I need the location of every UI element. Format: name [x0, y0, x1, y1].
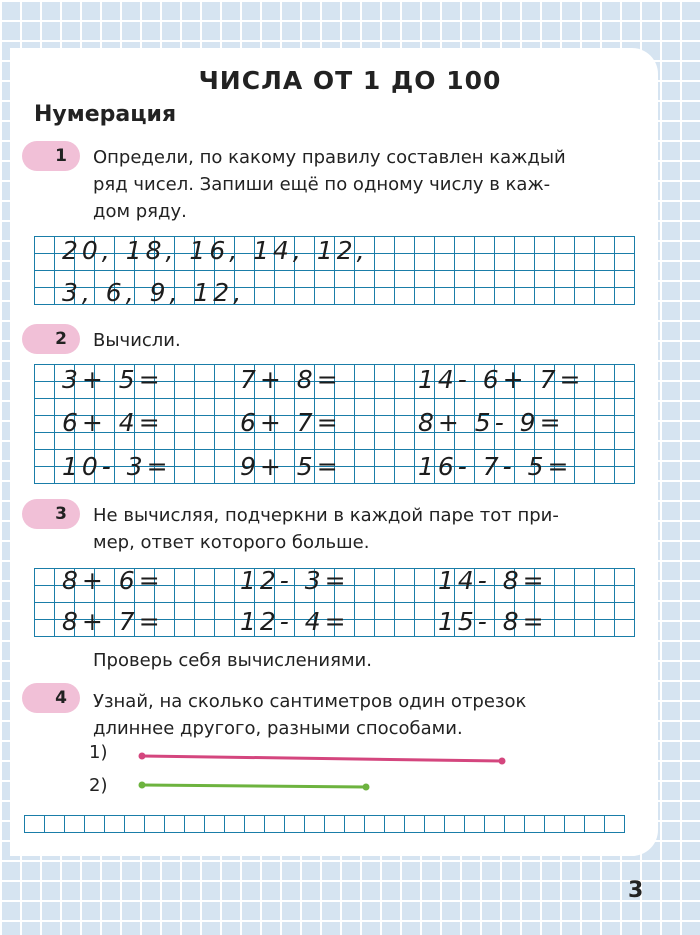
- task-2-expression: 16- 7- 5=: [418, 452, 573, 481]
- segment-1-label: 1): [89, 742, 108, 763]
- task-2-text: Вычисли.: [93, 330, 181, 351]
- task-1-row-2: 3, 6, 9, 12,: [62, 278, 246, 307]
- task-3-expression: 14- 8=: [438, 566, 548, 595]
- task-3-expression: 8+ 6=: [62, 566, 164, 595]
- task-2-expression: 9+ 5=: [240, 452, 342, 481]
- task-3-expression: 12- 3=: [240, 566, 350, 595]
- segment-1-line: [142, 756, 502, 761]
- task-4-number: 4: [55, 688, 67, 708]
- task-2-expression: 8+ 5- 9=: [418, 408, 565, 437]
- task-2-expression: 10- 3=: [62, 452, 172, 481]
- segment-1-end-point: [499, 758, 506, 765]
- task-1-number: 1: [55, 146, 67, 166]
- section-heading: Нумерация: [34, 102, 177, 127]
- page-number: 3: [628, 878, 644, 903]
- segment-2-start-point: [139, 782, 146, 789]
- task-3-expression: 12- 4=: [240, 607, 350, 636]
- page-title: ЧИСЛА ОТ 1 ДО 100: [198, 66, 502, 95]
- segment-2-end-point: [363, 784, 370, 791]
- segment-2-line: [142, 785, 366, 787]
- task-3-text: Не вычисляя, подчеркни в каждой паре тот при- мер, ответ которого больше.: [93, 505, 559, 553]
- answer-strip-grid: [24, 815, 625, 833]
- segment-2-label: 2): [89, 775, 108, 796]
- task-2-expression: 6+ 7=: [240, 408, 342, 437]
- task-1-text: Определи, по какому правилу составлен каждый ряд чисел. Запиши ещё по одному числу в каж- дом ряду.: [93, 147, 566, 222]
- task-2-expression: 7+ 8=: [240, 365, 342, 394]
- task-1-row-1: 20, 18, 16, 14, 12,: [62, 236, 369, 265]
- task-3-number: 3: [55, 504, 67, 524]
- task-3-expression: 8+ 7=: [62, 607, 164, 636]
- task-2-expression: 6+ 4=: [62, 408, 164, 437]
- task-3-expression: 15- 8=: [438, 607, 548, 636]
- task-4-text: Узнай, на сколько сантиметров один отрезок длиннее другого, разными способами.: [93, 691, 527, 739]
- task-2-number: 2: [55, 329, 67, 349]
- task-2-expression: 14- 6+ 7=: [418, 365, 585, 394]
- segment-1-start-point: [139, 753, 146, 760]
- task-2-expression: 3+ 5=: [62, 365, 164, 394]
- task-3-check-text: Проверь себя вычислениями.: [93, 650, 372, 671]
